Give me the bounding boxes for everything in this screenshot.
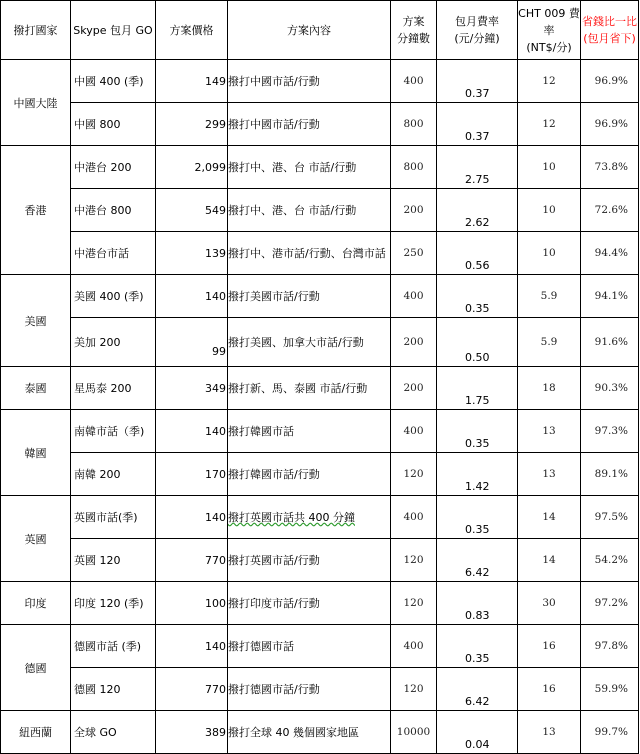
header-cht	[518, 1, 581, 60]
savings-cell: 91.6%	[581, 318, 639, 367]
price-cell: 149	[156, 60, 228, 103]
cht-rate-cell: 18	[518, 367, 581, 410]
rate-cell: 0.35	[437, 275, 518, 318]
plan-cell: 中港台 200	[71, 146, 156, 189]
savings-cell: 94.4%	[581, 232, 639, 275]
savings-cell: 96.9%	[581, 103, 639, 146]
savings-cell: 73.8%	[581, 146, 639, 189]
table-row	[1, 711, 639, 754]
header-row	[1, 1, 639, 60]
cht-rate-cell: 5.9	[518, 318, 581, 367]
content-cell: 撥打全球 40 幾個國家地區	[228, 711, 391, 754]
plan-cell: 德國市話 (季)	[71, 625, 156, 668]
plan-cell: 中港台 800	[71, 189, 156, 232]
cht-rate-cell: 16	[518, 625, 581, 668]
content-cell: 撥打韓國市話	[228, 410, 391, 453]
price-cell: 2,099	[156, 146, 228, 189]
minutes-cell: 200	[391, 367, 437, 410]
table-row	[1, 668, 639, 711]
plan-cell: 美國 400 (季)	[71, 275, 156, 318]
savings-cell: 90.3%	[581, 367, 639, 410]
country-cell: 美國	[1, 275, 71, 367]
table-row	[1, 189, 639, 232]
content-cell: 撥打中、港、台 市話/行動	[228, 146, 391, 189]
price-cell: 170	[156, 453, 228, 496]
savings-cell: 97.3%	[581, 410, 639, 453]
cht-rate-cell: 5.9	[518, 275, 581, 318]
price-cell: 389	[156, 711, 228, 754]
header-price: 方案價格	[156, 1, 228, 60]
plan-cell: 德國 120	[71, 668, 156, 711]
minutes-cell: 120	[391, 668, 437, 711]
content-cell: 撥打德國市話	[228, 625, 391, 668]
country-cell: 德國	[1, 625, 71, 711]
plan-cell: 全球 GO	[71, 711, 156, 754]
plan-cell: 星馬泰 200	[71, 367, 156, 410]
plan-cell: 美加 200	[71, 318, 156, 367]
rate-cell: 0.50	[437, 318, 518, 367]
rate-cell: 0.56	[437, 232, 518, 275]
content-cell	[228, 496, 391, 539]
plan-cell: 南韓 200	[71, 453, 156, 496]
price-cell: 770	[156, 668, 228, 711]
header-content: 方案內容	[228, 1, 391, 60]
table-row	[1, 275, 639, 318]
minutes-cell: 400	[391, 625, 437, 668]
header-cht-line2: 率	[543, 23, 555, 37]
cht-rate-cell: 10	[518, 146, 581, 189]
header-minutes-line1: 方案	[402, 15, 425, 28]
country-cell: 香港	[1, 146, 71, 275]
rate-cell: 2.75	[437, 146, 518, 189]
cht-rate-cell: 10	[518, 232, 581, 275]
cht-rate-cell: 12	[518, 103, 581, 146]
table-row	[1, 453, 639, 496]
cht-rate-cell: 30	[518, 582, 581, 625]
country-cell: 泰國	[1, 367, 71, 410]
rate-cell: 0.35	[437, 410, 518, 453]
price-cell: 140	[156, 410, 228, 453]
table-row	[1, 539, 639, 582]
content-cell: 撥打中國市話/行動	[228, 103, 391, 146]
country-cell: 英國	[1, 496, 71, 582]
header-rate-line1: 包月費率	[455, 15, 499, 28]
minutes-cell: 120	[391, 539, 437, 582]
rate-cell: 0.04	[437, 711, 518, 754]
table-row	[1, 496, 639, 539]
plan-cell: 南韓市話（季)	[71, 410, 156, 453]
savings-cell: 97.8%	[581, 625, 639, 668]
price-cell: 140	[156, 275, 228, 318]
rate-cell: 0.35	[437, 625, 518, 668]
table-row	[1, 60, 639, 103]
header-cht-line3: (NT$/分)	[526, 40, 572, 54]
cht-rate-cell: 13	[518, 410, 581, 453]
country-cell: 紐西蘭	[1, 711, 71, 754]
plan-cell: 印度 120 (季)	[71, 582, 156, 625]
savings-cell: 99.7%	[581, 711, 639, 754]
minutes-cell: 120	[391, 453, 437, 496]
header-cht-line1: CHT 009 費	[518, 6, 580, 20]
minutes-cell: 200	[391, 318, 437, 367]
content-cell: 撥打中、港、台 市話/行動	[228, 189, 391, 232]
minutes-cell: 800	[391, 103, 437, 146]
minutes-cell: 400	[391, 60, 437, 103]
header-rate-line2: (元/分鐘)	[454, 32, 500, 45]
header-savings-line1: 省錢比一比	[582, 15, 637, 28]
price-cell: 99	[156, 318, 228, 367]
plan-cell: 英國 120	[71, 539, 156, 582]
content-cell: 撥打印度市話/行動	[228, 582, 391, 625]
price-cell: 349	[156, 367, 228, 410]
header-minutes-line2: 分鐘數	[397, 32, 430, 45]
content-cell: 撥打英國市話/行動	[228, 539, 391, 582]
savings-cell: 89.1%	[581, 453, 639, 496]
rate-cell: 0.35	[437, 496, 518, 539]
plan-cell: 中國 800	[71, 103, 156, 146]
table-row	[1, 367, 639, 410]
rate-cell: 1.75	[437, 367, 518, 410]
rate-cell: 0.37	[437, 103, 518, 146]
rate-cell: 2.62	[437, 189, 518, 232]
plan-cell: 中港台市話	[71, 232, 156, 275]
table-row	[1, 232, 639, 275]
table-row	[1, 318, 639, 367]
cht-rate-cell: 16	[518, 668, 581, 711]
country-cell: 中國大陸	[1, 60, 71, 146]
content-cell-text: 撥打英國市話共 400 分鐘	[228, 511, 355, 524]
minutes-cell: 400	[391, 275, 437, 318]
rate-cell: 1.42	[437, 453, 518, 496]
header-savings	[581, 1, 639, 60]
header-minutes	[391, 1, 437, 60]
savings-cell: 97.5%	[581, 496, 639, 539]
country-cell: 韓國	[1, 410, 71, 496]
cht-rate-cell: 13	[518, 711, 581, 754]
savings-cell: 97.2%	[581, 582, 639, 625]
table-row	[1, 103, 639, 146]
savings-cell: 59.9%	[581, 668, 639, 711]
cht-rate-cell: 14	[518, 539, 581, 582]
content-cell: 撥打中國市話/行動	[228, 60, 391, 103]
country-cell: 印度	[1, 582, 71, 625]
rate-cell: 6.42	[437, 539, 518, 582]
table-row	[1, 410, 639, 453]
header-savings-line2: (包月省下)	[583, 32, 636, 45]
content-cell: 撥打美國市話/行動	[228, 275, 391, 318]
table-row	[1, 625, 639, 668]
plan-cell: 中國 400 (季)	[71, 60, 156, 103]
savings-cell: 96.9%	[581, 60, 639, 103]
rate-cell: 0.83	[437, 582, 518, 625]
savings-cell: 54.2%	[581, 539, 639, 582]
price-cell: 140	[156, 496, 228, 539]
content-cell: 撥打新、馬、泰國 市話/行動	[228, 367, 391, 410]
price-cell: 299	[156, 103, 228, 146]
cht-rate-cell: 14	[518, 496, 581, 539]
price-cell: 770	[156, 539, 228, 582]
price-cell: 140	[156, 625, 228, 668]
minutes-cell: 250	[391, 232, 437, 275]
minutes-cell: 800	[391, 146, 437, 189]
content-cell: 撥打德國市話/行動	[228, 668, 391, 711]
price-cell: 139	[156, 232, 228, 275]
content-cell: 撥打美國、加拿大市話/行動	[228, 318, 391, 367]
cht-rate-cell: 13	[518, 453, 581, 496]
savings-cell: 94.1%	[581, 275, 639, 318]
minutes-cell: 400	[391, 410, 437, 453]
content-cell: 撥打韓國市話/行動	[228, 453, 391, 496]
minutes-cell: 400	[391, 496, 437, 539]
minutes-cell: 10000	[391, 711, 437, 754]
rate-cell: 0.37	[437, 60, 518, 103]
table-row	[1, 582, 639, 625]
table-row	[1, 146, 639, 189]
cht-rate-cell: 10	[518, 189, 581, 232]
content-cell: 撥打中、港市話/行動、台灣市話	[228, 232, 391, 275]
header-plan: Skype 包月 GO	[71, 1, 156, 60]
plan-cell: 英國市話(季)	[71, 496, 156, 539]
cht-rate-cell: 12	[518, 60, 581, 103]
rate-cell: 6.42	[437, 668, 518, 711]
minutes-cell: 200	[391, 189, 437, 232]
price-cell: 100	[156, 582, 228, 625]
savings-cell: 72.6%	[581, 189, 639, 232]
header-rate	[437, 1, 518, 60]
minutes-cell: 120	[391, 582, 437, 625]
header-country: 撥打國家	[1, 1, 71, 60]
price-cell: 549	[156, 189, 228, 232]
